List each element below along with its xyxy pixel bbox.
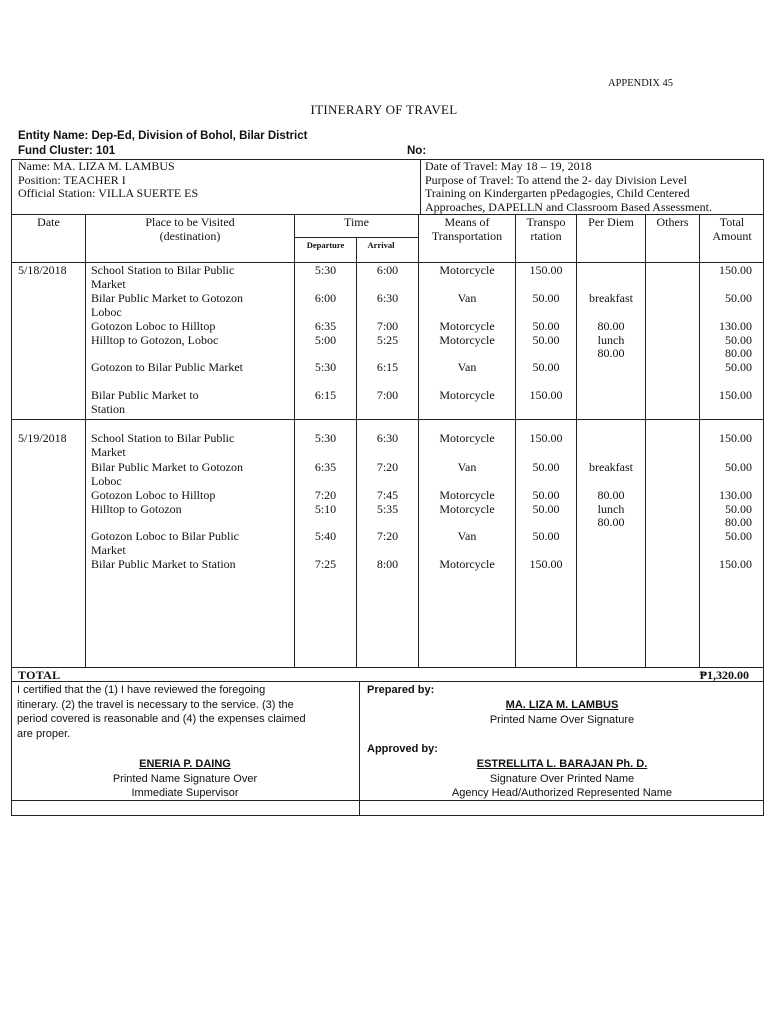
col-arrival: Arrival xyxy=(367,240,395,250)
col-per-diem: Per Diem xyxy=(588,215,634,229)
place-line: Gotozon Loboc to Hilltop xyxy=(91,488,216,502)
total-amount-cell: 150.00 xyxy=(719,431,752,445)
per-diem: breakfast xyxy=(589,460,633,474)
departure-time: 6:00 xyxy=(314,291,337,305)
departure-time: 5:10 xyxy=(314,501,337,516)
means-of-transport: Motorcycle xyxy=(439,557,495,571)
approved-caption: Signature Over Printed Name xyxy=(489,772,635,785)
col-time: Time xyxy=(344,215,369,229)
place-line: Loboc xyxy=(91,304,122,319)
departure-time: 6:35 xyxy=(314,319,337,333)
col-departure: Departure xyxy=(306,240,345,250)
col-means-sub: Transportation xyxy=(431,228,503,243)
departure-time: 5:40 xyxy=(314,529,337,543)
place-line: School Station to Bilar Public xyxy=(91,263,235,277)
departure-time: 7:25 xyxy=(314,557,337,571)
page-title: ITINERARY OF TRAVEL xyxy=(310,102,458,117)
per-diem: lunch xyxy=(597,501,625,516)
transportation-cost: 150.00 xyxy=(529,557,563,571)
arrival-time: 7:00 xyxy=(376,388,399,402)
arrival-time: 7:20 xyxy=(376,460,399,474)
means-of-transport: Motorcycle xyxy=(439,263,495,277)
transportation-cost: 150.00 xyxy=(529,388,563,402)
arrival-time: 6:15 xyxy=(376,360,399,374)
cert-line: itinerary. (2) the travel is necessary to the service. (3) the xyxy=(17,698,294,711)
arrival-time: 6:30 xyxy=(376,291,399,305)
place-line: Bilar Public Market to Station xyxy=(91,557,236,571)
total-amount-cell: 80.00 xyxy=(725,515,752,529)
per-diem: 80.00 xyxy=(597,346,625,360)
total-amount-cell: 150.00 xyxy=(719,388,752,402)
prepared-label: Prepared by: xyxy=(367,684,435,696)
total-amount-cell: 130.00 xyxy=(719,488,752,502)
transportation-cost: 50.00 xyxy=(532,460,560,474)
arrival-time: 7:20 xyxy=(376,529,399,543)
approved-label: Approved by: xyxy=(367,743,438,755)
purpose-line-2: Training on Kindergarten pPedagogies, Child Centered xyxy=(425,186,690,200)
place-line: Market xyxy=(91,542,126,557)
place-line: Bilar Public Market to Gotozon xyxy=(91,291,243,305)
cert-line: period covered is reasonable and (4) the expenses claimed xyxy=(17,713,306,725)
transportation-cost: 150.00 xyxy=(529,431,563,445)
place-line: Gotozon to Bilar Public Market xyxy=(91,360,243,374)
appendix-label: APPENDIX 45 xyxy=(608,78,674,89)
row-divider xyxy=(11,667,764,668)
per-diem: 80.00 xyxy=(597,488,625,502)
approved-name: ESTRELLITA L. BARAJAN Ph. D. xyxy=(476,758,648,770)
transportation-cost: 50.00 xyxy=(532,501,560,516)
means-of-transport: Motorcycle xyxy=(439,488,495,502)
transportation-cost: 150.00 xyxy=(529,263,563,277)
departure-time: 6:15 xyxy=(314,388,337,402)
col-others: Others xyxy=(656,215,689,229)
cert-line: I certified that the (1) I have reviewed the foregoing xyxy=(17,684,266,696)
departure-time: 5:00 xyxy=(314,332,337,347)
row-divider xyxy=(11,214,764,215)
cert-line: are proper. xyxy=(17,727,71,740)
place-line: Hilltop to Gotozon, Loboc xyxy=(91,332,219,347)
number-label: No: xyxy=(407,145,427,157)
supervisor-caption: Printed Name Signature Over xyxy=(112,772,258,785)
place-line: Market xyxy=(91,276,126,291)
prepared-name: MA. LIZA M. LAMBUS xyxy=(505,699,619,711)
time-subdivider xyxy=(295,237,419,238)
transportation-cost: 50.00 xyxy=(532,319,560,333)
place-line: Bilar Public Market to xyxy=(91,388,199,402)
total-amount-cell: 50.00 xyxy=(725,501,752,516)
approved-block xyxy=(360,757,764,801)
transportation-cost: 50.00 xyxy=(532,360,560,374)
transportation-cost: 50.00 xyxy=(532,488,560,502)
supervisor-role: Immediate Supervisor xyxy=(131,787,239,799)
means-of-transport: Van xyxy=(457,529,477,543)
purpose-line-3: Approaches, DAPELLN and Classroom Based Assessment. xyxy=(425,199,712,214)
traveler-name: Name: MA. LIZA M. LAMBUS xyxy=(18,159,175,173)
means-of-transport: Van xyxy=(457,460,477,474)
col-transportation-sub: rtation xyxy=(530,228,562,243)
per-diem: 80.00 xyxy=(597,319,625,333)
total-amount-cell: 50.00 xyxy=(725,291,752,305)
purpose-line-1: Purpose of Travel: To attend the 2- day Division Level xyxy=(425,172,687,187)
traveler-position: Position: TEACHER I xyxy=(18,172,126,187)
info-divider xyxy=(420,159,421,214)
col-divider xyxy=(645,214,646,667)
transportation-cost: 50.00 xyxy=(532,332,560,347)
departure-time: 7:20 xyxy=(314,488,337,502)
col-date: Date xyxy=(37,215,60,229)
prepared-caption: Printed Name Over Signature xyxy=(489,713,635,726)
supervisor-name: ENERIA P. DAING xyxy=(139,758,231,770)
arrival-time: 5:35 xyxy=(376,501,399,516)
means-of-transport: Motorcycle xyxy=(439,319,495,333)
official-station: Official Station: VILLA SUERTE ES xyxy=(18,186,199,200)
per-diem: lunch xyxy=(597,332,625,347)
approved-role: Agency Head/Authorized Represented Name xyxy=(451,787,673,799)
col-means: Means of xyxy=(444,215,490,229)
departure-time: 5:30 xyxy=(314,263,337,277)
total-amount-cell: 150.00 xyxy=(719,263,752,277)
place-line: Loboc xyxy=(91,473,122,488)
place-line: Gotozon Loboc to Bilar Public xyxy=(91,529,239,543)
arrival-time: 6:00 xyxy=(376,263,399,277)
certification-text xyxy=(17,683,357,741)
transportation-cost: 50.00 xyxy=(532,529,560,543)
place-line: Station xyxy=(91,401,126,416)
arrival-time: 5:25 xyxy=(376,332,399,347)
col-divider xyxy=(85,214,86,667)
means-of-transport: Motorcycle xyxy=(439,431,495,445)
total-amount: ₱1,320.00 xyxy=(699,668,749,682)
col-total: Total xyxy=(719,215,745,229)
departure-time: 6:35 xyxy=(314,460,337,474)
arrival-time: 7:00 xyxy=(376,319,399,333)
place-line: Hilltop to Gotozon xyxy=(91,501,182,516)
row-divider xyxy=(11,681,764,682)
per-diem: breakfast xyxy=(589,291,633,305)
place-line: School Station to Bilar Public xyxy=(91,431,235,445)
means-of-transport: Motorcycle xyxy=(439,501,495,516)
date-of-travel: Date of Travel: May 18 – 19, 2018 xyxy=(425,159,592,173)
total-amount-cell: 50.00 xyxy=(725,360,752,374)
col-place-sub: (destination) xyxy=(159,228,221,243)
place-line: Market xyxy=(91,444,126,459)
total-amount-cell: 150.00 xyxy=(719,557,752,571)
row-divider xyxy=(11,419,764,420)
means-of-transport: Van xyxy=(457,291,477,305)
col-transportation: Transpo xyxy=(526,215,566,229)
total-amount-cell: 50.00 xyxy=(725,332,752,347)
col-total-sub: Amount xyxy=(712,228,752,243)
total-amount-cell: 80.00 xyxy=(725,346,752,360)
total-amount-cell: 50.00 xyxy=(725,460,752,474)
col-place: Place to be Visited xyxy=(145,215,235,229)
entity-name: Entity Name: Dep-Ed, Division of Bohol, Bilar District xyxy=(18,130,308,142)
means-of-transport: Motorcycle xyxy=(439,332,495,347)
per-diem: 80.00 xyxy=(597,515,625,529)
arrival-time: 7:45 xyxy=(376,488,399,502)
prepared-block xyxy=(360,698,764,727)
day-date: 5/18/2018 xyxy=(18,263,67,277)
means-of-transport: Van xyxy=(457,360,477,374)
fund-cluster: Fund Cluster: 101 xyxy=(18,145,116,157)
arrival-time: 6:30 xyxy=(376,431,399,445)
col-divider xyxy=(576,214,577,667)
supervisor-block xyxy=(11,757,359,801)
arrival-time: 8:00 xyxy=(376,557,399,571)
transportation-cost: 50.00 xyxy=(532,291,560,305)
place-line: Bilar Public Market to Gotozon xyxy=(91,460,243,474)
place-line: Gotozon Loboc to Hilltop xyxy=(91,319,216,333)
departure-time: 5:30 xyxy=(314,360,337,374)
day-date: 5/19/2018 xyxy=(18,431,67,445)
total-amount-cell: 50.00 xyxy=(725,529,752,543)
total-amount-cell: 130.00 xyxy=(719,319,752,333)
total-label: TOTAL xyxy=(18,668,61,682)
departure-time: 5:30 xyxy=(314,431,337,445)
means-of-transport: Motorcycle xyxy=(439,388,495,402)
